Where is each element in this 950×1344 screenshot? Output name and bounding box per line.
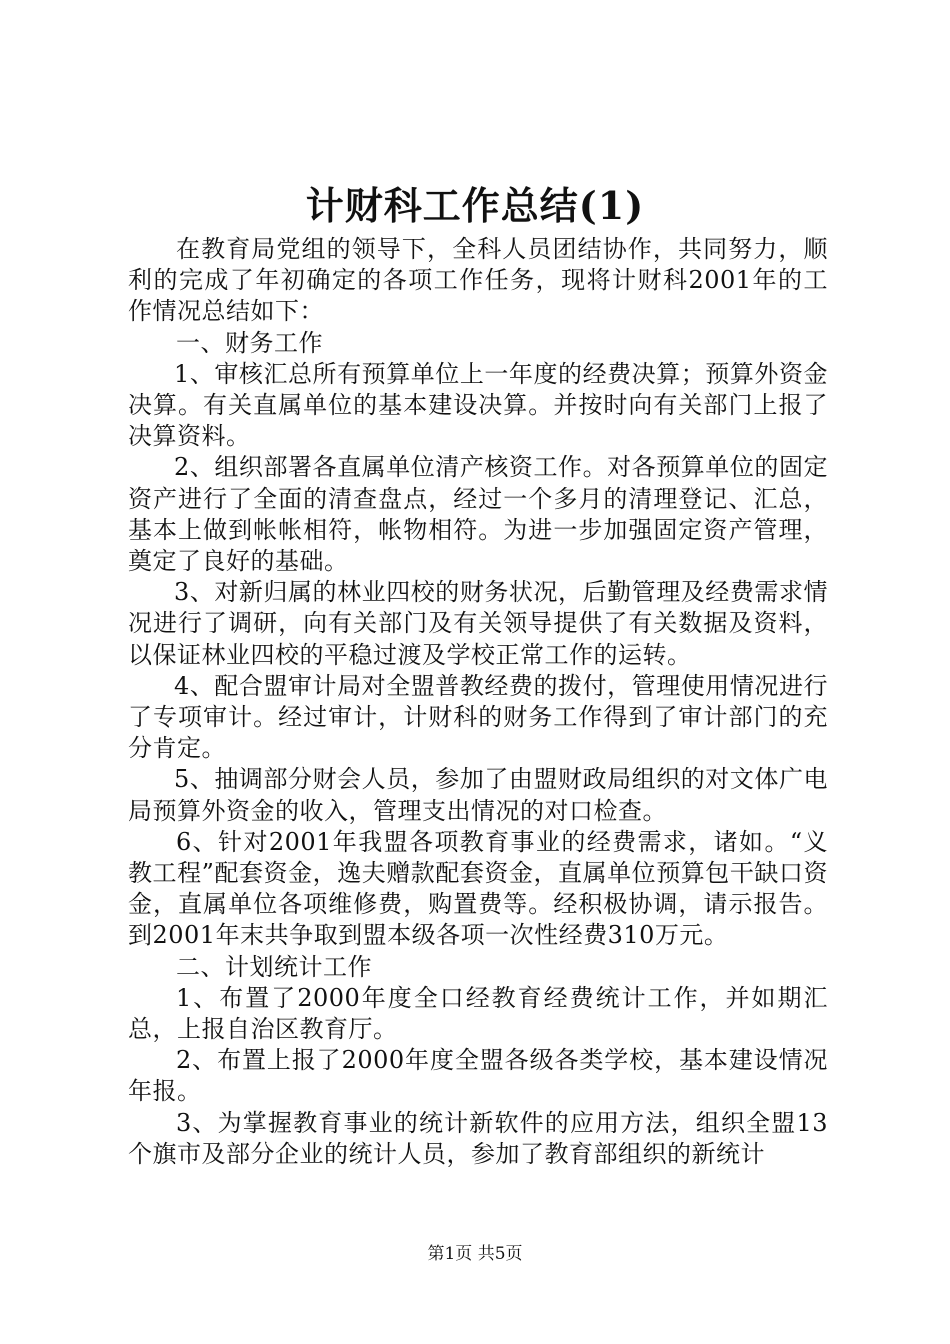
paragraph-finance-2: 2、组织部署各直属单位清产核资工作。对各预算单位的固定资产进行了全面的清查盘点，经过一个多月的清理登记、汇总，基本上做到帐帐相符，帐物相符。为进一步加强固定资产管理，奠定了良好的基础。 [128,453,828,576]
paragraph-intro: 在教育局党组的领导下，全科人员团结协作，共同努力，顺利的完成了年初确定的各项工作任务，现将计财科2001年的工作情况总结如下： [128,235,828,326]
paragraph-finance-4: 4、配合盟审计局对全盟普教经费的拨付，管理使用情况进行了专项审计。经过审计，计财科的财务工作得到了审计部门的充分肯定。 [128,671,828,763]
paragraph-finance-6: 6、针对2001年我盟各项教育事业的经费需求，诸如。“义教工程”配套资金，逸夫赠款配套资金，直属单位预算包干缺口资金，直属单位各项维修费，购置费等。经积极协调，请示报告。到2001年末共争取到盟本级各项一次性经费310万元。 [128,827,828,950]
document-title: 计财科工作总结(1) [305,183,645,228]
section-heading-finance: 一、财务工作 [176,328,323,357]
page-footer: 第1页 共5页 [427,1244,523,1264]
paragraph-finance-3: 3、对新归属的林业四校的财务状况，后勤管理及经费需求情况进行了调研，向有关部门及有关领导提供了有关数据及资料，以保证林业四校的平稳过渡及学校正常工作的运转。 [128,578,828,669]
paragraph-planning-1: 1、布置了2000年度全口经教育经费统计工作，并如期汇总，上报自治区教育厅。 [128,983,828,1044]
paragraph-planning-2: 2、布置上报了2000年度全盟各级各类学校，基本建设情况年报。 [128,1046,828,1106]
document-body [128,234,828,1170]
paragraph-finance-5: 5、抽调部分财会人员，参加了由盟财政局组织的对文体广电局预算外资金的收入，管理支出情况的对口检查。 [128,765,828,825]
section-heading-planning: 二、计划统计工作 [176,952,372,981]
paragraph-planning-3: 3、为掌握教育事业的统计新软件的应用方法，组织全盟13个旗市及部分企业的统计人员，参加了教育部组织的新统计 [128,1108,828,1168]
paragraph-finance-1: 1、审核汇总所有预算单位上一年度的经费决算；预算外资金决算。有关直属单位的基本建设决算。并按时向有关部门上报了决算资料。 [128,359,828,451]
